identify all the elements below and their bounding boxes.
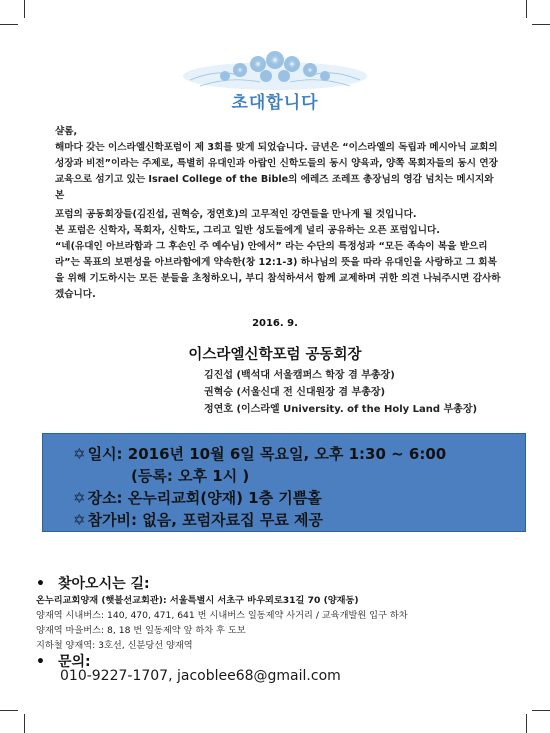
contact-info[interactable]: 010-9227-1707, jacoblee68@gmail.com [60, 668, 341, 684]
crop-mark [0, 710, 18, 711]
directions-line: 양재역 시내버스: 140, 470, 471, 641 번 시내버스 일동제약 사거리 / 교육개발원 입구 하차 [36, 610, 408, 621]
star-of-david-icon: ✡ [73, 445, 86, 463]
event-fee [73, 509, 323, 530]
directions-heading-text: 찾아오시는 길: [58, 576, 150, 592]
event-datetime-text: 일시: 2016년 10월 6일 목요일, 오후 1:30 ~ 6:00 [87, 445, 447, 463]
member-item: 김진섭 (백석대 서울캠퍼스 학장 겸 부총장) [204, 370, 395, 381]
crop-mark [0, 24, 18, 25]
event-details-box [42, 433, 526, 532]
crop-mark [24, 0, 25, 18]
event-place-text: 장소: 온누리교회(양재) 1층 기쁨홀 [87, 489, 322, 507]
star-of-david-icon: ✡ [73, 489, 86, 507]
event-place [73, 487, 322, 508]
letter-paragraph: 포럼의 공동회장들(김진섭, 권혁승, 정연호)의 고무적인 강연들을 만나게 될 것입니다. [55, 209, 417, 220]
star-of-david-icon: ✡ [73, 511, 86, 529]
letter-date: 2016. 9. [252, 318, 298, 329]
salutation: 샬롬, [55, 126, 78, 137]
member-item: 정연호 (이스라엘 University. of the Holy Land 부총장) [204, 404, 478, 415]
page-title: 초대합니다 [231, 93, 319, 113]
event-datetime [73, 443, 446, 464]
event-fee-text: 참가비: 없음, 포럼자료집 무료 제공 [87, 511, 324, 529]
directions-list [36, 593, 408, 653]
member-item: 권혁승 (서울신대 전 신대원장 겸 부총장) [204, 387, 386, 398]
directions-line: 지하철 양재역: 3호선, 신분당선 양재역 [36, 640, 193, 651]
letter-paragraph: 본 포럼은 신학자, 목회자, 신학도, 그리고 일반 성도들에게 널리 공유하는 오픈 포럼입니다. [55, 225, 440, 236]
floral-ornament [180, 46, 370, 94]
crop-mark [526, 714, 527, 733]
crop-mark [532, 24, 550, 25]
crop-mark [532, 710, 550, 711]
letter-paragraph: 해마다 갖는 이스라엘신학포럼이 제 3회를 맞게 되었습니다. 금년은 “이스라엘의 독립과 메시아닉 교회의 성장과 비전”이라는 주제로, 특별히 유대인과 아랍인 신학도들의 동시 양육과, 양쪽 목회자들의 동시 연장교육으로 섬기고 있는 Israel College of the Bible의 에레즈 조레프 총장님의 영감 넘치는 메시지와 본 [55, 142, 498, 201]
letter-paragraph: “네(유대인 아브라함과 그 후손인 주 예수님) 안에서” 라는 수단의 특정성과 “모든 족속이 복을 받으리라”는 목표의 보편성을 아브라함에게 약속한(창 12:1-3) 하나님의 뜻을 따라 유대인을 사랑하고 그 회복을 위해 기도하시는 모든 분들을 초청하오니, 부디 참석하셔서 함께 교제하며 귀한 의견 나눠주시면 감사하겠습니다. [55, 241, 501, 300]
committee-title: 이스라엘신학포럼 공동회장 [188, 347, 362, 363]
crop-mark [24, 714, 25, 733]
event-registration: (등록: 오후 1시 ) [131, 467, 250, 485]
directions-heading [36, 573, 150, 593]
crop-mark [526, 0, 527, 18]
bullet-icon: • [36, 576, 45, 592]
inquiry-heading-text: 문의: [58, 654, 91, 670]
bullet-icon: • [36, 654, 45, 670]
directions-line: 온누리교회양재 (햇불선교회관): 서울특별시 서초구 바우뫼로31길 70 (양재동) [36, 595, 359, 606]
directions-line: 양재역 마을버스: 8, 18 번 일동제약 앞 하차 후 도보 [36, 625, 246, 636]
invitation-letter [55, 124, 501, 303]
committee-members [204, 367, 477, 418]
